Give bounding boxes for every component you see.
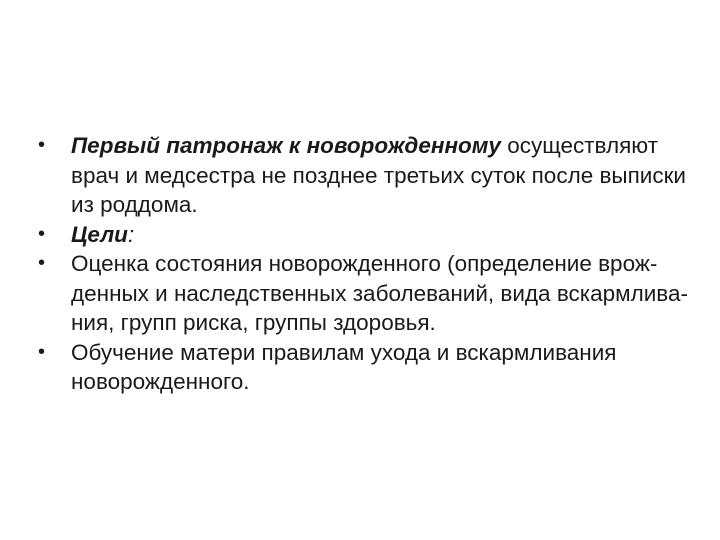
bullet-body-text: Обучение матери правилам ухода и вскармливания новорожденного. [71, 339, 617, 394]
bullet-marker: • [38, 134, 46, 156]
bullet-item-goals [38, 220, 710, 250]
bullet-body-text: осуществляют врач и медсестра не позднее третьих суток после выписки из роддома. [71, 133, 687, 217]
bullet-marker: • [38, 222, 46, 245]
bullet-lead-text: Цели [71, 221, 128, 247]
bullet-item-first-visit [38, 131, 710, 220]
bullet-marker: • [38, 340, 46, 363]
bullet-colon: : [127, 221, 135, 247]
bullet-body-text: Оценка состояния новорожденного (определение врож-денных и наследственных заболеваний, вида вскармлива-ния, групп риска, группы здоровья. [71, 251, 689, 335]
bullet-lead-text: Первый патронаж к новорожденному [71, 133, 501, 158]
bullet-marker: • [38, 252, 46, 274]
bullet-list [38, 131, 710, 397]
bullet-item-assessment [38, 249, 710, 338]
bullet-item-mother-training [38, 338, 710, 397]
